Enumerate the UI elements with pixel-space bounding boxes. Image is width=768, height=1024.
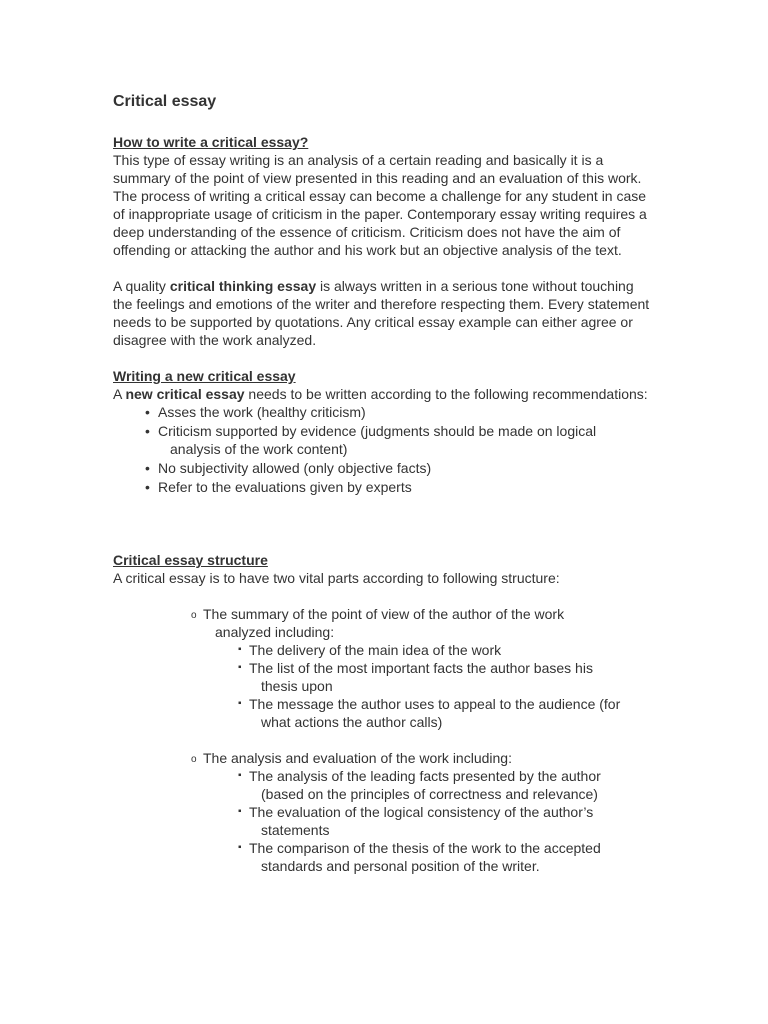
list-item-text-continued: thesis upon	[261, 678, 333, 694]
list-item	[238, 767, 653, 803]
recommendations-post: needs to be written according to the following recommendations:	[244, 386, 648, 402]
square-bullet-icon: ▪	[238, 698, 242, 709]
list-item	[238, 659, 653, 695]
list-item	[238, 641, 653, 659]
list-item-text: Refer to the evaluations given by experts	[158, 479, 412, 495]
summary-sublist	[113, 641, 653, 731]
circle-bullet-icon: o	[191, 754, 197, 765]
list-item-text: Asses the work (healthy criticism)	[158, 404, 366, 420]
list-item	[238, 695, 653, 731]
structure-part-text: The analysis and evaluation of the work including:	[203, 750, 512, 766]
list-item	[145, 422, 653, 458]
paragraph-quality-pre: A quality	[113, 278, 170, 294]
paragraph-quality	[113, 277, 653, 349]
circle-bullet-icon: o	[191, 610, 197, 621]
section-heading-how-to: How to write a critical essay?	[113, 134, 309, 150]
list-item-text-continued: (based on the principles of correctness and relevance)	[261, 786, 598, 802]
paragraph-structure-intro: A critical essay is to have two vital parts according to following structure:	[113, 570, 560, 586]
square-bullet-icon: ▪	[238, 770, 242, 781]
list-item-text: The analysis of the leading facts presented by the author	[249, 768, 601, 784]
recommendations-pre: A	[113, 386, 126, 402]
list-item-text: The evaluation of the logical consistency of the author’s	[249, 804, 594, 820]
structure-part-summary	[191, 605, 653, 641]
section-heading-writing-new: Writing a new critical essay	[113, 368, 296, 384]
section-heading-structure: Critical essay structure	[113, 552, 268, 568]
recommendation-list	[113, 403, 653, 496]
structure-part-text-continued: analyzed including:	[215, 624, 335, 640]
paragraph-intro: This type of essay writing is an analysis of a certain reading and basically it is a summary of the point of view presented in this reading and an evaluation of this work. The process of writing a critical essay can become a challenge for any student in case of inappropriate usage of criticism in the paper. Contemporary essay writing requires a deep understanding of the essence of criticism. Criticism does not have the aim of offending or attacking the author and his work but an objective analysis of the text.	[113, 152, 647, 258]
document-title: Critical essay	[113, 93, 217, 110]
list-item	[145, 459, 653, 477]
section-how-to	[113, 133, 653, 349]
paragraph-quality-bold: critical thinking essay	[169, 278, 317, 294]
list-item-text: Criticism supported by evidence (judgments should be made on logical	[158, 423, 597, 439]
recommendations-bold: new critical essay	[125, 386, 245, 402]
analysis-sublist	[113, 767, 653, 875]
list-item-text: The delivery of the main idea of the work	[249, 642, 502, 658]
list-item	[238, 839, 653, 875]
square-bullet-icon: ▪	[238, 644, 242, 655]
structure-part-text: The summary of the point of view of the author of the work	[203, 606, 565, 622]
paragraph-quality-post: is always written in a serious tone without touching the feelings and emotions of the writer and therefore respecting them. Every statement needs to be supported by quotations. Any critical essay example can either agree or disagree with the work analyzed.	[113, 278, 650, 348]
list-item-text: The comparison of the thesis of the work to the accepted	[249, 840, 601, 856]
list-item	[145, 403, 653, 421]
bullet-icon: •	[145, 404, 150, 420]
bullet-icon: •	[145, 460, 150, 476]
section-writing-new	[113, 367, 653, 496]
structure-part-analysis	[191, 749, 653, 767]
list-item-text-continued: analysis of the work content)	[170, 441, 348, 457]
list-item	[145, 478, 653, 496]
document-page	[113, 92, 653, 875]
square-bullet-icon: ▪	[238, 806, 242, 817]
bullet-icon: •	[145, 479, 150, 495]
list-item-text-continued: what actions the author calls)	[261, 714, 443, 730]
square-bullet-icon: ▪	[238, 662, 242, 673]
list-item-text: No subjectivity allowed (only objective facts)	[158, 460, 432, 476]
square-bullet-icon: ▪	[238, 842, 242, 853]
list-item	[238, 803, 653, 839]
section-structure	[113, 551, 653, 875]
paragraph-recommendations	[113, 385, 653, 403]
bullet-icon: •	[145, 423, 150, 439]
list-item-text: The list of the most important facts the author bases his	[249, 660, 593, 676]
list-item-text-continued: statements	[261, 822, 330, 838]
list-item-text-continued: standards and personal position of the writer.	[261, 858, 540, 874]
list-item-text: The message the author uses to appeal to the audience (for	[249, 696, 621, 712]
